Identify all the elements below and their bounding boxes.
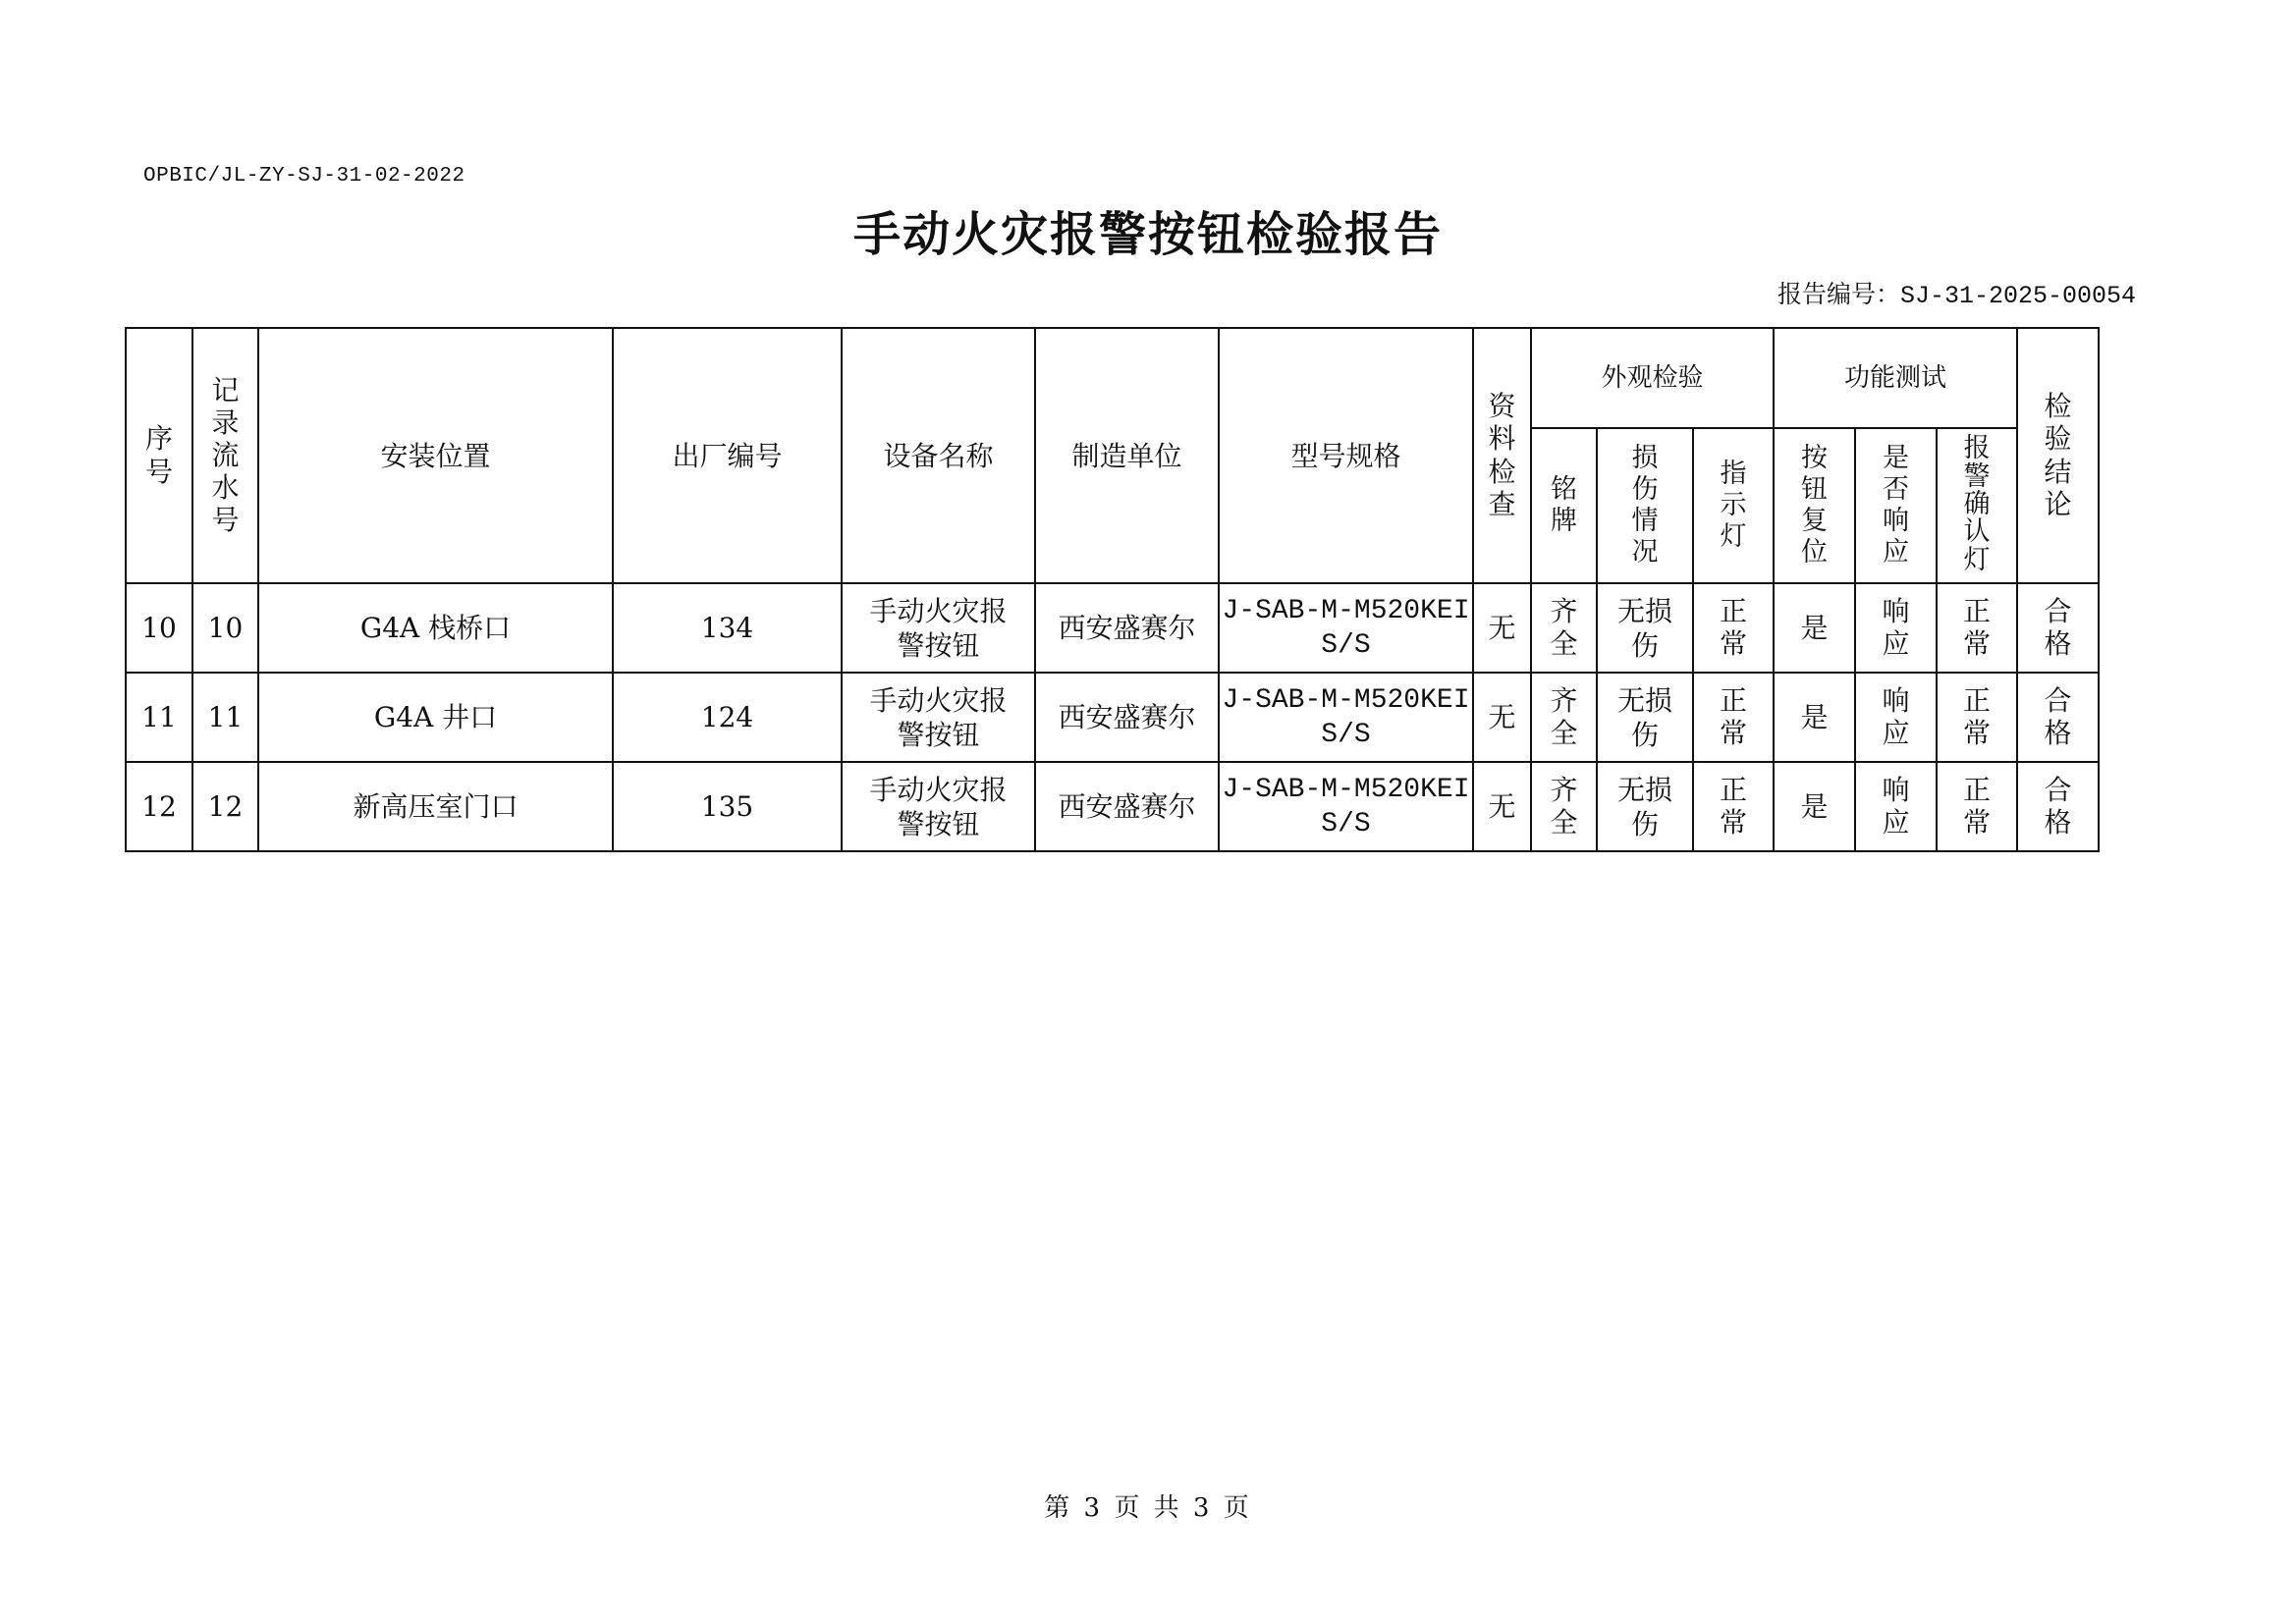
cell-model: J-SAB-M-M520KEI S/S	[1219, 762, 1473, 851]
cell-model: J-SAB-M-M520KEI S/S	[1219, 583, 1473, 673]
cell-device-name: 手动火灾报警按钮	[842, 583, 1035, 673]
cell-factory-no: 135	[613, 762, 842, 851]
cell-seq: 11	[126, 673, 192, 762]
cell-nameplate: 齐全	[1531, 762, 1597, 851]
cell-damage: 无损伤	[1597, 583, 1693, 673]
cell-alarm-light: 正常	[1937, 673, 2017, 762]
cell-location: G4A 井口	[258, 673, 613, 762]
page-number: 第 3 页 共 3 页	[1044, 1493, 1252, 1523]
table-row	[126, 583, 2099, 673]
cell-damage: 无损伤	[1597, 762, 1693, 851]
header-device-name: 设备名称	[842, 328, 1035, 583]
header-reset: 按钮复位	[1774, 428, 1855, 583]
document-code: OPBIC/JL-ZY-SJ-31-02-2022	[143, 165, 465, 188]
cell-record-no: 10	[192, 583, 258, 673]
header-manufacturer: 制造单位	[1035, 328, 1219, 583]
header-alarm-light: 报警确认灯	[1937, 428, 2017, 583]
report-number	[1777, 275, 2136, 310]
cell-response: 响应	[1855, 762, 1937, 851]
cell-nameplate: 齐全	[1531, 583, 1597, 673]
cell-conclusion: 合格	[2017, 673, 2099, 762]
report-title: 手动火灾报警按钮检验报告	[852, 207, 1443, 262]
header-response: 是否响应	[1855, 428, 1937, 583]
cell-location: G4A 栈桥口	[258, 583, 613, 673]
cell-seq: 10	[126, 583, 192, 673]
cell-indicator: 正常	[1693, 762, 1774, 851]
cell-alarm-light: 正常	[1937, 762, 2017, 851]
header-nameplate: 铭牌	[1531, 428, 1597, 583]
header-location: 安装位置	[258, 328, 613, 583]
cell-device-name: 手动火灾报警按钮	[842, 673, 1035, 762]
cell-reset: 是	[1774, 583, 1855, 673]
cell-nameplate: 齐全	[1531, 673, 1597, 762]
cell-response: 响应	[1855, 583, 1937, 673]
cell-doc-check: 无	[1473, 583, 1531, 673]
cell-alarm-light: 正常	[1937, 583, 2017, 673]
header-record-no: 记录流水号	[192, 328, 258, 583]
cell-manufacturer: 西安盛赛尔	[1035, 583, 1219, 673]
cell-model: J-SAB-M-M520KEI S/S	[1219, 673, 1473, 762]
cell-factory-no: 124	[613, 673, 842, 762]
cell-damage: 无损伤	[1597, 673, 1693, 762]
cell-seq: 12	[126, 762, 192, 851]
header-seq: 序号	[126, 328, 192, 583]
header-appearance-group: 外观检验	[1531, 328, 1774, 428]
cell-manufacturer: 西安盛赛尔	[1035, 673, 1219, 762]
cell-reset: 是	[1774, 673, 1855, 762]
header-model: 型号规格	[1219, 328, 1473, 583]
table-row	[126, 673, 2099, 762]
cell-location: 新高压室门口	[258, 762, 613, 851]
cell-conclusion: 合格	[2017, 583, 2099, 673]
cell-indicator: 正常	[1693, 673, 1774, 762]
inspection-table	[125, 327, 2100, 852]
header-damage: 损伤情况	[1597, 428, 1693, 583]
cell-doc-check: 无	[1473, 673, 1531, 762]
cell-record-no: 12	[192, 762, 258, 851]
cell-record-no: 11	[192, 673, 258, 762]
header-function-group: 功能测试	[1774, 328, 2017, 428]
cell-reset: 是	[1774, 762, 1855, 851]
cell-conclusion: 合格	[2017, 762, 2099, 851]
cell-indicator: 正常	[1693, 583, 1774, 673]
cell-device-name: 手动火灾报警按钮	[842, 762, 1035, 851]
header-conclusion: 检验结论	[2017, 328, 2099, 583]
cell-manufacturer: 西安盛赛尔	[1035, 762, 1219, 851]
report-number-value: SJ-31-2025-00054	[1899, 282, 2136, 310]
cell-doc-check: 无	[1473, 762, 1531, 851]
cell-response: 响应	[1855, 673, 1937, 762]
header-indicator: 指示灯	[1693, 428, 1774, 583]
report-number-label: 报告编号：	[1777, 280, 1900, 308]
header-doc-check: 资料检查	[1473, 328, 1531, 583]
header-factory-no: 出厂编号	[613, 328, 842, 583]
cell-factory-no: 134	[613, 583, 842, 673]
table-row	[126, 762, 2099, 851]
